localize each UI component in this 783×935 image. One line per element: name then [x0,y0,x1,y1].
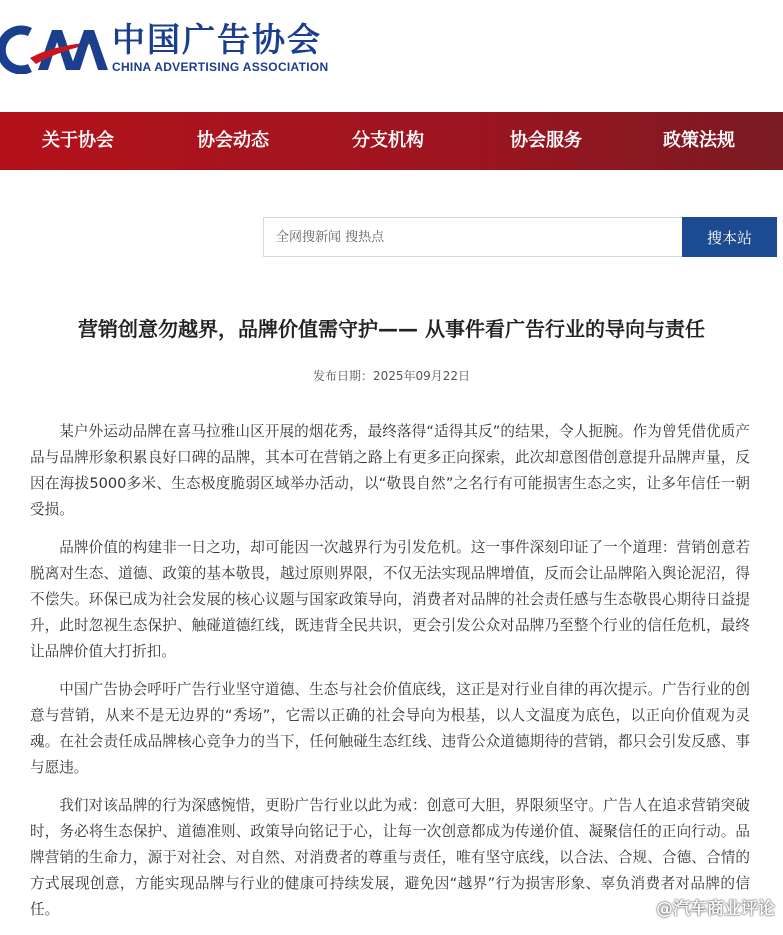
logo-chinese-name: 中国广告协会 [112,20,322,59]
watermark-text: @汽车商业评论 [656,898,775,919]
search-bar [263,217,777,257]
search-site-button[interactable]: 搜本站 [682,217,777,257]
nav-item-about[interactable]: 关于协会 [42,130,114,151]
site-logo[interactable] [0,20,370,80]
publish-date-label: 发布日期： [312,369,373,383]
article-paragraph: 我们对该品牌的行为深感惋惜，更盼广告行业以此为戒：创意可大胆，界限须坚守。广告人在追求营销突破时，务必将生态保护、道德准则、政策导向铭记于心，让每一次创意都成为传递价值、凝聚信任的正向行动。品牌营销的生命力，源于对社会、对自然、对消费者的尊重与责任，唯有坚守底线，以合法、合规、合德、合情的方式展现创意，方能实现品牌与行业的健康可持续发展，避免因“越界”行为损害形象、辜负消费者对品牌的信任。 [30,797,750,918]
main-nav [0,112,783,170]
caa-logo-mark [0,24,112,74]
weibo-watermark [629,893,775,919]
article-title: 营销创意勿越界，品牌价值需守护—— 从事件看广告行业的导向与责任 [78,317,705,341]
nav-item-services[interactable]: 协会服务 [510,130,582,151]
article-paragraph: 中国广告协会呼吁广告行业坚守道德、生态与社会价值底线，这正是对行业自律的再次提示。广告行业的创意与营销，从来不是无边界的“秀场”，它需以正确的社会导向为根基，以人文温度为底色，以正向价值观为灵魂。在社会责任成品牌核心竞争力的当下，任何触碰生态红线、违背公众道德期待的营销，都只会引发反感、事与愿违。 [30,681,750,776]
search-input[interactable] [263,217,682,257]
publish-date-value: 2025年09月22日 [372,369,471,383]
article-paragraph: 品牌价值的构建非一日之功，却可能因一次越界行为引发危机。这一事件深刻印证了一个道理：营销创意若脱离对生态、道德、政策的基本敬畏，越过原则界限，不仅无法实现品牌增值，反而会让品牌陷入舆论泥沼，得不偿失。环保已成为社会发展的核心议题与国家政策导向，消费者对品牌的社会责任感与生态敬畏心期待日益提升，此时忽视生态保护、触碰道德红线，既违背全民共识，更会引发公众对品牌乃至整个行业的信任危机，最终让品牌价值大打折扣。 [30,539,750,660]
article-paragraph: 某户外运动品牌在喜马拉雅山区开展的烟花秀，最终落得“适得其反”的结果，令人扼腕。作为曾凭借优质产品与品牌形象积累良好口碑的品牌，其本可在营销之路上有更多正向探索，此次却意图借创意提升品牌声量，反因在海拔5000多米、生态极度脆弱区域举办活动，以“敬畏自然”之名行有可能损害生态之实，让多年信任一朝受损。 [30,423,750,518]
nav-item-news[interactable]: 协会动态 [197,130,269,151]
site-header [0,0,783,112]
weibo-icon [629,897,651,915]
nav-item-branches[interactable]: 分支机构 [352,130,424,151]
nav-item-policies[interactable]: 政策法规 [663,130,735,151]
article-body [30,419,750,935]
publish-date [0,367,783,384]
logo-english-name: CHINA ADVERTISING ASSOCIATION [112,60,329,74]
